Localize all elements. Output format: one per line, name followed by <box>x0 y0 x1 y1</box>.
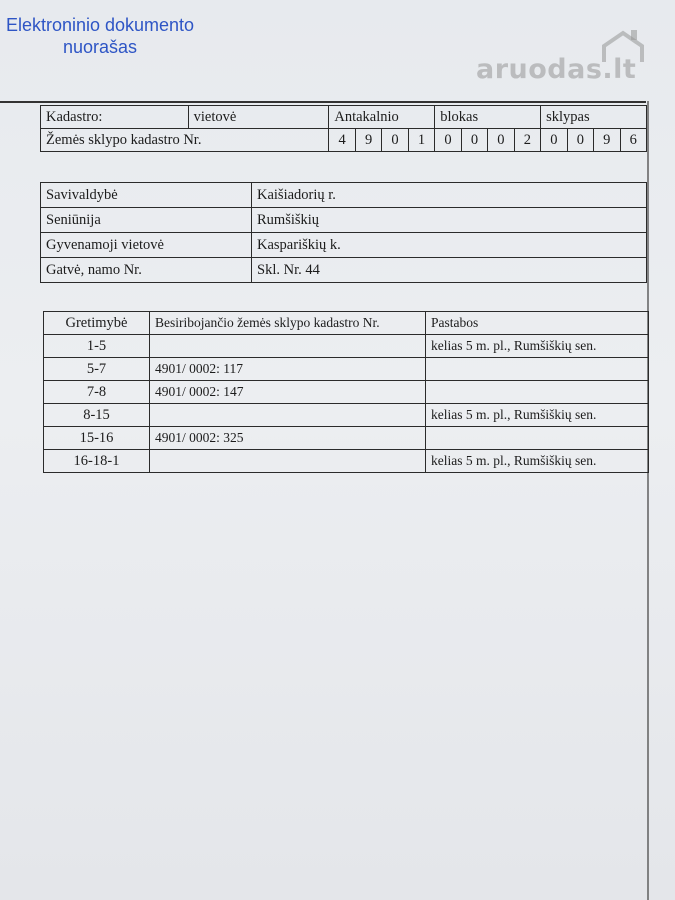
kadastro-nr-cell <box>150 335 426 358</box>
vietove-value: Antakalnio <box>329 106 435 129</box>
kadastro-nr-cell: 4901/ 0002: 325 <box>150 427 426 450</box>
gretimybe-cell: 1-5 <box>44 335 150 358</box>
table-row <box>41 258 647 283</box>
digit-cell: 0 <box>461 129 487 152</box>
house-logo-icon <box>600 30 646 64</box>
column-header-pastabos: Pastabos <box>426 312 649 335</box>
sklypas-label: sklypas <box>541 106 647 129</box>
page-right-border <box>647 101 649 900</box>
pastabos-cell: kelias 5 m. pl., Rumšiškių sen. <box>426 335 649 358</box>
table-header-row <box>44 312 649 335</box>
savivaldybe-value: Kaišiadorių r. <box>252 183 647 208</box>
digit-cell: 1 <box>408 129 434 152</box>
gretimybe-cell: 15-16 <box>44 427 150 450</box>
digit-cell: 4 <box>329 129 355 152</box>
watermark-text: aruodas.lt <box>476 54 637 85</box>
gretimybe-cell: 5-7 <box>44 358 150 381</box>
blokas-label: blokas <box>435 106 541 129</box>
pastabos-cell: kelias 5 m. pl., Rumšiškių sen. <box>426 450 649 473</box>
table-row <box>41 233 647 258</box>
digit-cell: 0 <box>567 129 593 152</box>
digit-cell: 6 <box>620 129 646 152</box>
seniunija-value: Rumšiškių <box>252 208 647 233</box>
document-copy-title <box>0 14 200 58</box>
column-header-kadastro-nr: Besiribojančio žemės sklypo kadastro Nr. <box>150 312 426 335</box>
table-row <box>44 381 649 404</box>
gyvenamoji-vietove-value: Kaspariškių k. <box>252 233 647 258</box>
page-top-rule <box>0 101 646 103</box>
pastabos-cell: kelias 5 m. pl., Rumšiškių sen. <box>426 404 649 427</box>
pastabos-cell <box>426 381 649 404</box>
pastabos-cell <box>426 427 649 450</box>
digit-cell: 9 <box>594 129 620 152</box>
gretimybe-cell: 7-8 <box>44 381 150 404</box>
table-row <box>41 183 647 208</box>
digit-cell: 0 <box>488 129 514 152</box>
table-row <box>41 208 647 233</box>
pastabos-cell <box>426 358 649 381</box>
column-header-gretimybe: Gretimybė <box>44 312 150 335</box>
table-row <box>41 106 647 129</box>
parcel-number-label: Žemės sklypo kadastro Nr. <box>41 129 329 152</box>
vietove-label: vietovė <box>188 106 329 129</box>
gatve-label: Gatvė, namo Nr. <box>41 258 252 283</box>
gyvenamoji-vietove-label: Gyvenamoji vietovė <box>41 233 252 258</box>
table-row <box>44 427 649 450</box>
kadastro-nr-cell <box>150 404 426 427</box>
kadastro-nr-cell: 4901/ 0002: 117 <box>150 358 426 381</box>
table-row <box>44 450 649 473</box>
table-row <box>41 129 647 152</box>
digit-cell: 9 <box>355 129 381 152</box>
digit-cell: 2 <box>514 129 540 152</box>
seniunija-label: Seniūnija <box>41 208 252 233</box>
location-table <box>40 182 647 283</box>
gretimybe-cell: 16-18-1 <box>44 450 150 473</box>
kadastro-nr-cell <box>150 450 426 473</box>
title-line-2: nuorašas <box>62 37 138 57</box>
neighbour-table <box>43 311 649 473</box>
table-row <box>44 404 649 427</box>
title-line-1: Elektroninio dokumento <box>5 15 195 35</box>
table-row <box>44 358 649 381</box>
digit-cell: 0 <box>541 129 567 152</box>
digit-cell: 0 <box>435 129 461 152</box>
digit-cell: 0 <box>382 129 408 152</box>
kadastro-nr-cell: 4901/ 0002: 147 <box>150 381 426 404</box>
gatve-value: Skl. Nr. 44 <box>252 258 647 283</box>
cadastre-table <box>40 105 647 152</box>
kadastro-label: Kadastro: <box>41 106 189 129</box>
table-row <box>44 335 649 358</box>
savivaldybe-label: Savivaldybė <box>41 183 252 208</box>
gretimybe-cell: 8-15 <box>44 404 150 427</box>
